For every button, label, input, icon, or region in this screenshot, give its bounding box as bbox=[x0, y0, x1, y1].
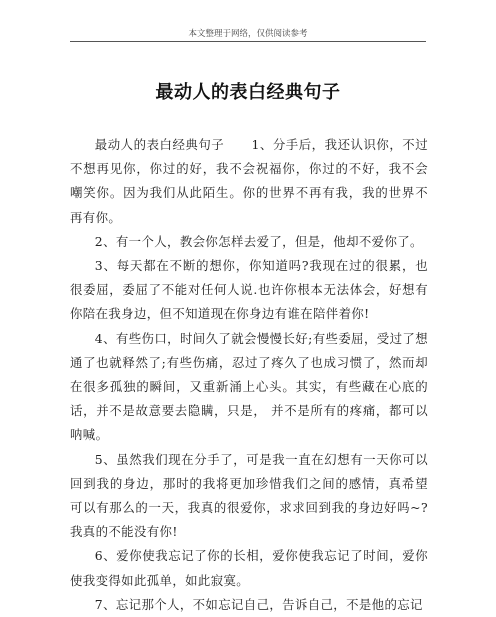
paragraph-2: 2、有一个人，教会你怎样去爱了，但是，他却不爱你了。 bbox=[94, 233, 423, 249]
document-title: 最动人的表白经典句子 bbox=[155, 82, 341, 103]
header-note: 本文整理于网络，仅供阅读参考 bbox=[188, 29, 308, 39]
intro-heading: 最动人的表白经典句子 bbox=[94, 137, 225, 152]
header-divider bbox=[70, 41, 426, 42]
paragraph-1 bbox=[70, 133, 428, 230]
paragraph-5: 5、虽然我们现在分手了，可是我一直在幻想有一天你可以回到我的身边，那时的我将更加珍惜我们之间的感情，真希望可以有那么的一天，我真的很爱你，求求回到我的身边好吗~?我真的不能没有你! bbox=[70, 451, 428, 540]
document-body bbox=[70, 133, 428, 617]
paragraph-3: 3、每天都在不断的想你，你知道吗?我现在过的很累，也很委屈，委屈了不能对任何人说.也许你根本无法体会，好想有你陪在我身边，但不知道现在你身边有谁在陪伴着你! bbox=[70, 258, 428, 322]
paragraph-6: 6、爱你使我忘记了你的长相，爱你使我忘记了时间，爱你使我变得如此孤单，如此寂寞。 bbox=[70, 548, 428, 588]
paragraph-7: 7、忘记那个人，不如忘记自己，告诉自己，不是他的忘记 bbox=[94, 596, 423, 612]
paragraph-4: 4、有些伤口，时间久了就会慢慢长好;有些委屈，受过了想通了也就释然了;有些伤痛，忍过了疼久了也成习惯了，然而却在很多孤独的瞬间，又重新涌上心头。其实，有些藏在心底的话，并不是故意要去隐瞒，只是， 并不是所有的疼痛，都可以呐喊。 bbox=[70, 330, 428, 443]
paragraph-1-text: 1、分手后，我还认识你，不过不想再见你，你过的好，我不会祝福你，你过的不好，我不会嘲笑你。因为我们从此陌生。你的世界不再有我，我的世界不再有你。 bbox=[70, 137, 429, 225]
